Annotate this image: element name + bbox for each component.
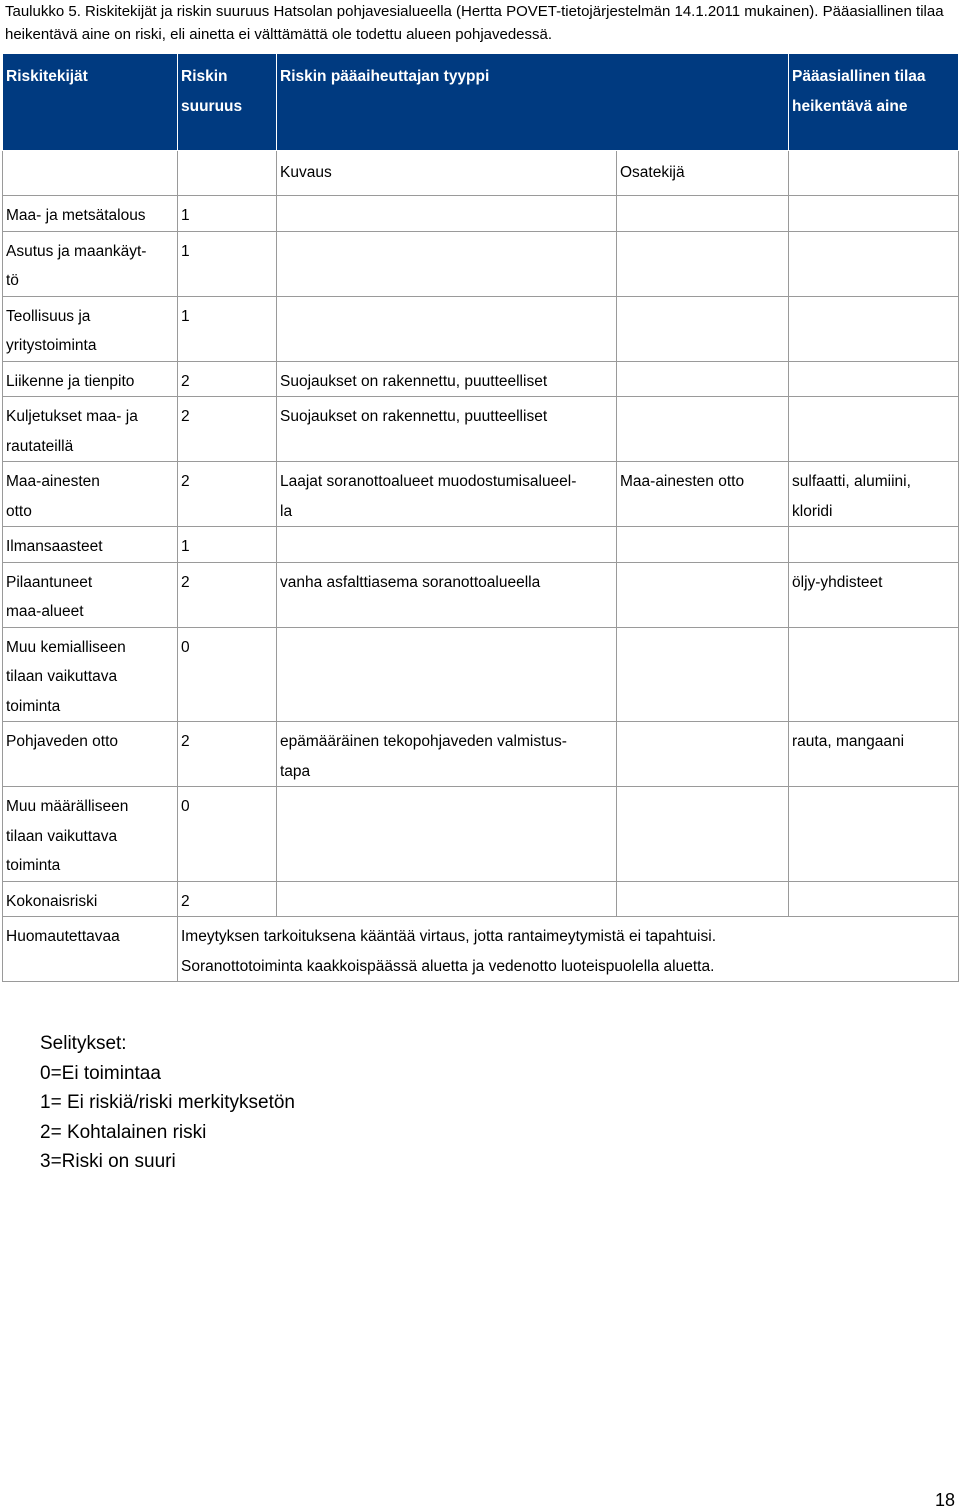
remarks-text: Imeytyksen tarkoituksena kääntää virtaus, jotta rantaimeytymistä ei tapahtuisi. Soranottotoiminta kaakkoispäässä aluetta ja vedenotto luoteispuolella aluetta. [178,917,959,982]
risk-factor-cell: Maa- ja metsätalous [3,196,178,232]
table-row [3,462,959,527]
description-cell [277,881,617,917]
agent-cell [789,361,959,397]
table-row [3,527,959,563]
table-row [3,196,959,232]
risk-factor-cell: Kuljetukset maa- ja rautateillä [3,397,178,462]
subfactor-cell [617,787,789,882]
description-cell: Suojaukset on rakennettu, puutteelliset [277,361,617,397]
agent-cell [789,397,959,462]
description-cell [277,527,617,563]
subfactor-cell [617,527,789,563]
header-row [3,54,959,151]
agent-cell [789,231,959,296]
description-cell: epämääräinen tekopohjaveden valmistus- tapa [277,722,617,787]
description-cell: vanha asfalttiasema soranottoalueella [277,562,617,627]
risk-level-cell: 1 [178,296,277,361]
table-row [3,361,959,397]
risk-level-cell: 2 [178,722,277,787]
header-heikentava-aine: Pääasiallinen tilaa heikentävä aine [789,54,959,151]
table-caption: Taulukko 5. Riskitekijät ja riskin suuruus Hatsolan pohjavesialueella (Hertta POVET-tietojärjestelmän 14.1.2011 mukainen). Pääasiallinen tilaa heikentävä aine on riski, eli ainetta ei välttämättä ole todettu alueen pohjavedessä. [5,3,944,43]
risk-level-cell: 2 [178,462,277,527]
risk-level-cell: 1 [178,231,277,296]
subfactor-cell [617,397,789,462]
subheader-row [3,151,959,196]
agent-cell [789,627,959,722]
legend-item: 2= Kohtalainen riski [40,1121,207,1143]
header-riskin-tyyppi: Riskin pääaiheuttajan tyyppi [277,54,789,151]
legend-item: 3=Riski on suuri [40,1151,176,1172]
agent-cell: rauta, mangaani [789,722,959,787]
legend [40,1029,295,1177]
description-cell [277,627,617,722]
description-cell: Suojaukset on rakennettu, puutteelliset [277,397,617,462]
header-riskitekijat: Riskitekijät [3,54,178,151]
table-row [3,296,959,361]
subfactor-cell: Maa-ainesten otto [617,462,789,527]
risk-table [2,53,959,982]
description-cell: Laajat soranottoalueet muodostumisalueel- la [277,462,617,527]
risk-level-cell: 2 [178,562,277,627]
subheader-osatekija: Osatekijä [617,151,789,196]
subheader-kuvaus: Kuvaus [277,151,617,196]
risk-factor-cell: Liikenne ja tienpito [3,361,178,397]
table-row [3,722,959,787]
agent-cell [789,196,959,232]
description-cell [277,787,617,882]
agent-cell [789,296,959,361]
risk-factor-cell: Asutus ja maankäyt- tö [3,231,178,296]
legend-item: 0=Ei toimintaa [40,1062,161,1084]
legend-items [40,1059,295,1177]
agent-cell [789,787,959,882]
risk-level-cell: 0 [178,787,277,882]
risk-factor-cell: Ilmansaasteet [3,527,178,563]
risk-factor-cell: Muu määrälliseen tilaan vaikuttava toiminta [3,787,178,882]
subfactor-cell [617,361,789,397]
remarks-label: Huomautettavaa [3,917,178,982]
risk-level-cell: 2 [178,397,277,462]
agent-cell [789,527,959,563]
page-number: 18 [934,1490,955,1510]
table-row [3,397,959,462]
description-cell [277,231,617,296]
subfactor-cell [617,881,789,917]
remarks-row [3,917,959,982]
risk-factor-cell: Pilaantuneet maa-alueet [3,562,178,627]
risk-level-cell: 0 [178,627,277,722]
agent-cell [789,881,959,917]
risk-factor-cell: Kokonaisriski [3,881,178,917]
risk-level-cell: 1 [178,196,277,232]
risk-level-cell: 2 [178,361,277,397]
table-row [3,562,959,627]
subfactor-cell [617,562,789,627]
agent-cell: sulfaatti, alumiini, kloridi [789,462,959,527]
risk-level-cell: 2 [178,881,277,917]
header-riskin-suuruus: Riskin suuruus [178,54,277,151]
agent-cell: öljy-yhdisteet [789,562,959,627]
subfactor-cell [617,231,789,296]
risk-factor-cell: Pohjaveden otto [3,722,178,787]
subfactor-cell [617,196,789,232]
subfactor-cell [617,722,789,787]
table-row [3,231,959,296]
table-row [3,627,959,722]
legend-item: 1= Ei riskiä/riski merkityksetön [40,1092,295,1113]
subfactor-cell [617,627,789,722]
legend-title: Selitykset: [40,1033,127,1054]
table-row [3,881,959,917]
risk-level-cell: 1 [178,527,277,563]
risk-factor-cell: Muu kemialliseen tilaan vaikuttava toiminta [3,627,178,722]
risk-factor-cell: Maa-ainesten otto [3,462,178,527]
description-cell [277,296,617,361]
table-row [3,787,959,882]
description-cell [277,196,617,232]
subfactor-cell [617,296,789,361]
risk-factor-cell: Teollisuus ja yritystoiminta [3,296,178,361]
